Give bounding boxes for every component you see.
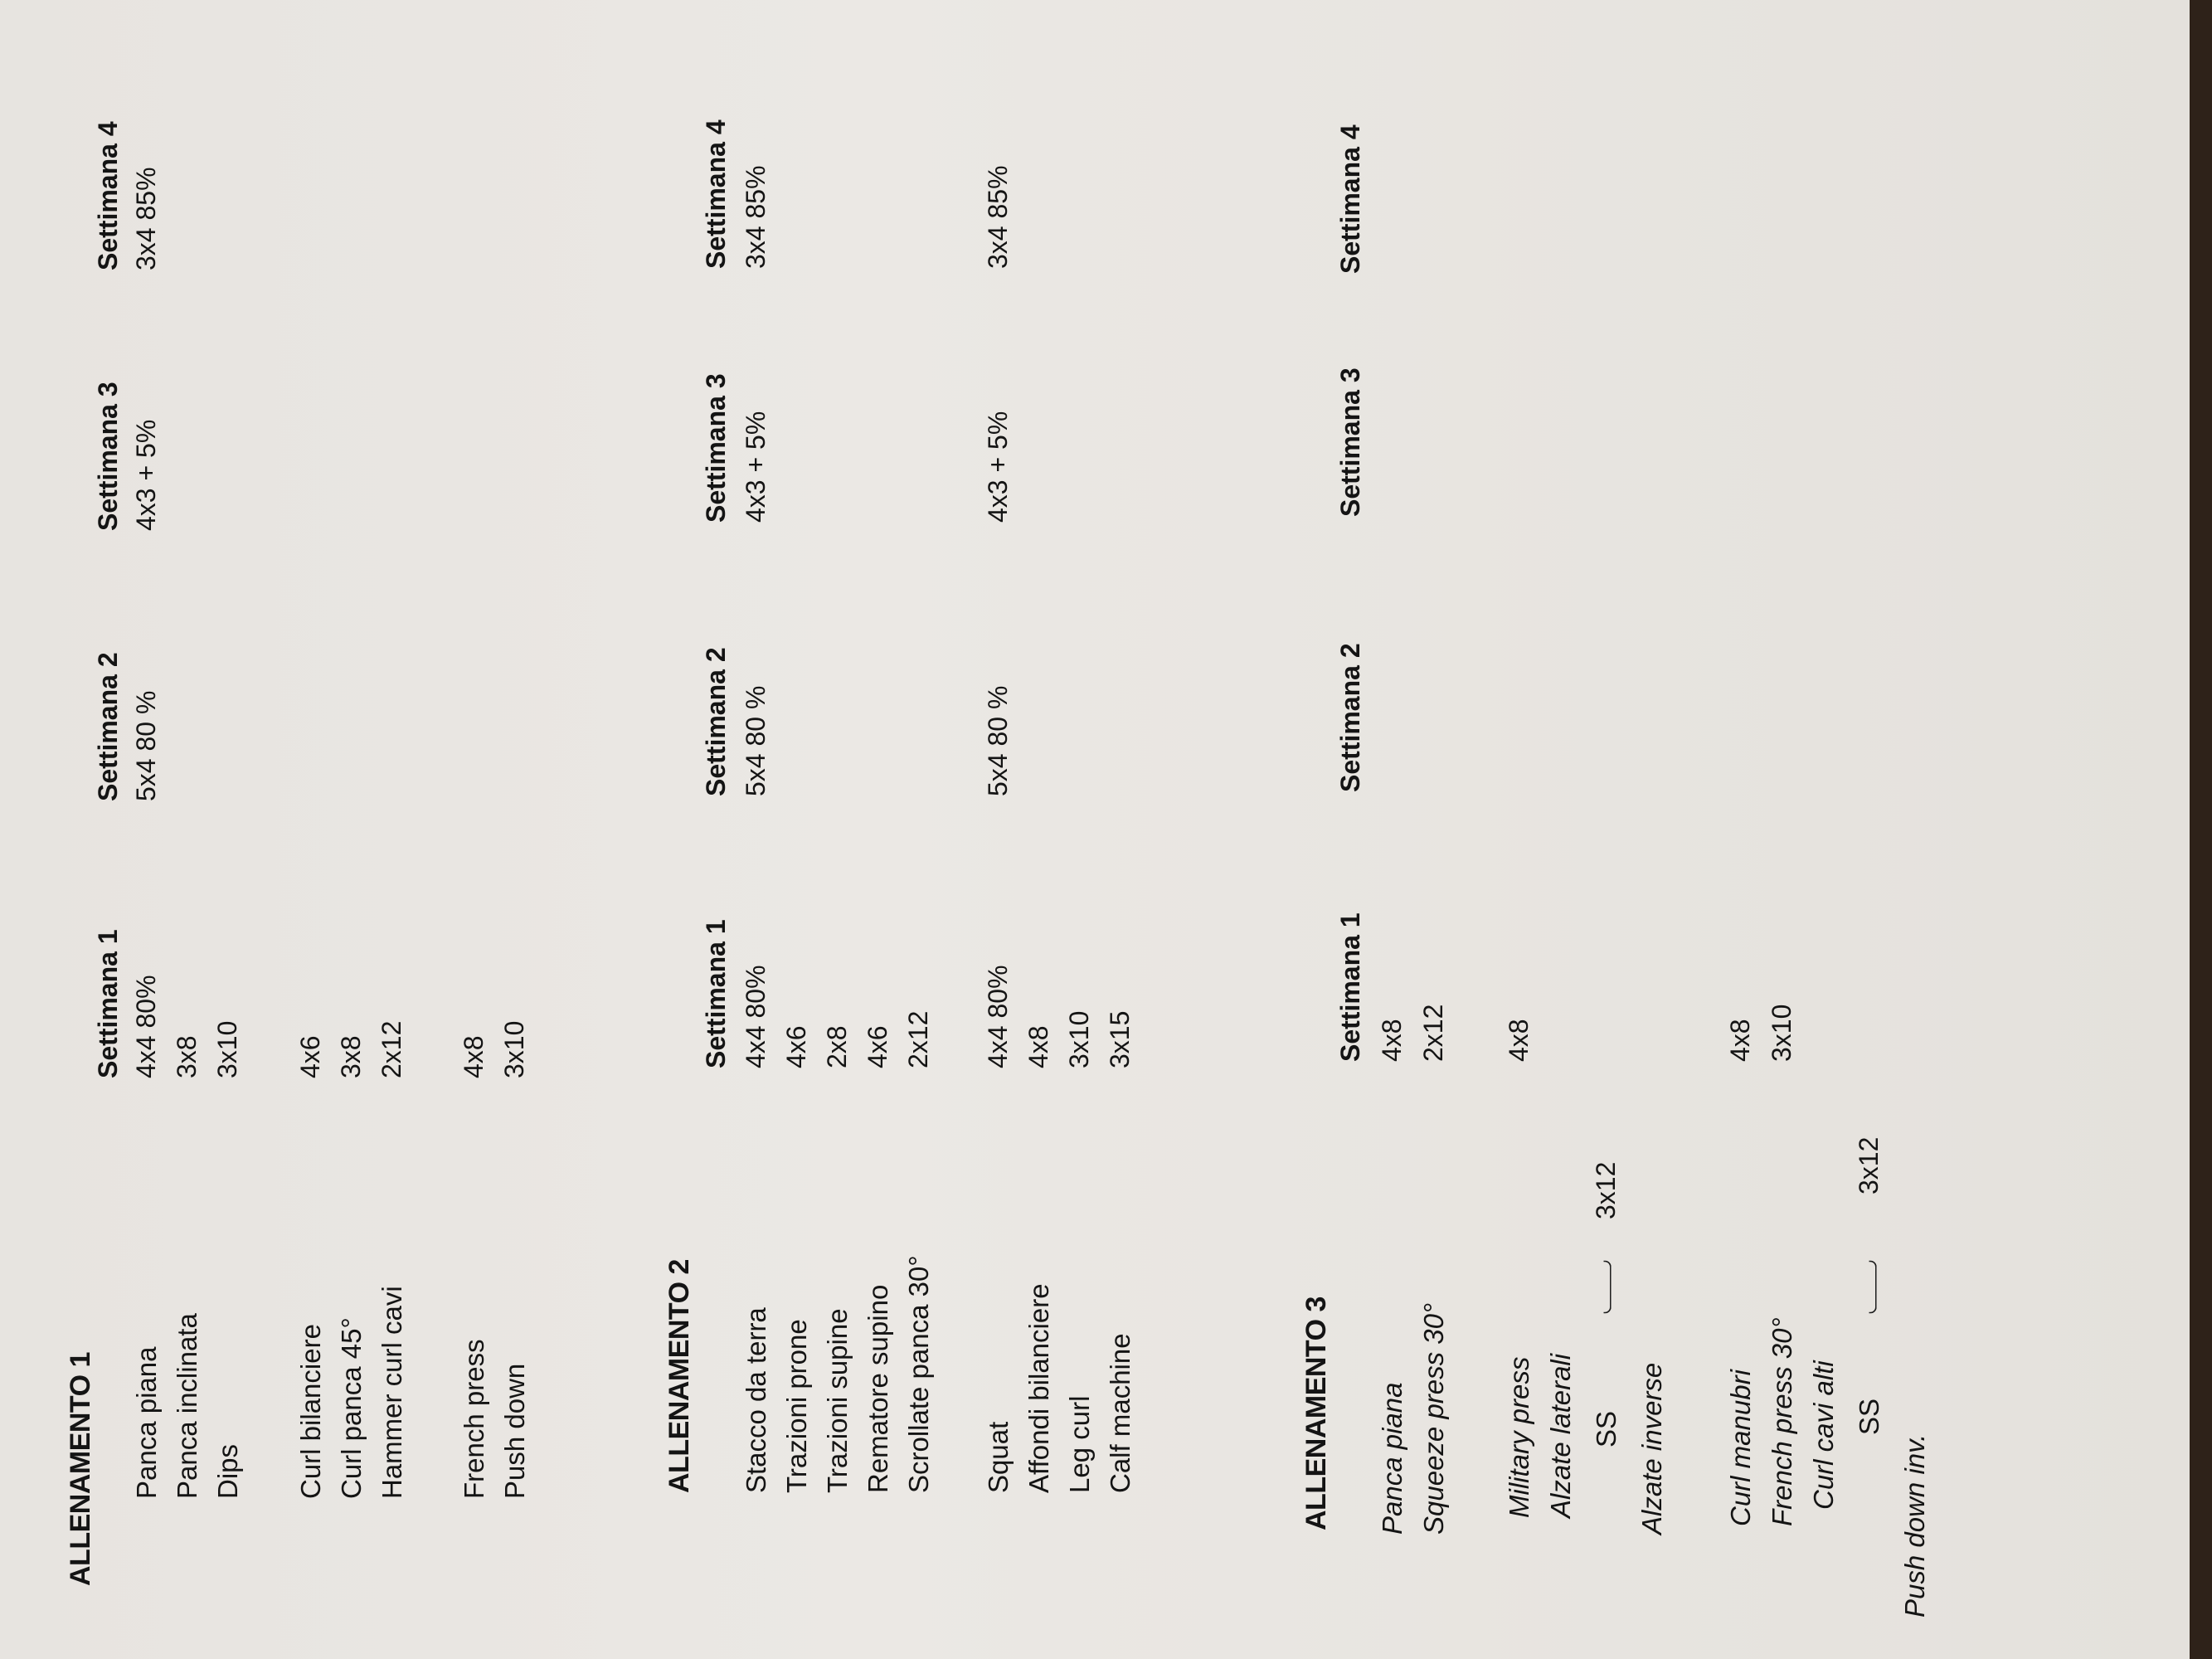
week-header-2: Settimana 2 [1335,643,1365,792]
exercise-name: Rematore supino [863,1284,893,1493]
exercise-w4: 3x4 85% [983,165,1013,269]
exercise-w1: 4x6 [781,1025,811,1068]
superset-brace [1603,1261,1611,1314]
week-header-1: Settimana 1 [701,919,731,1068]
exercise-name: Dips [212,1443,243,1499]
exercise-w4: 3x4 85% [131,167,161,270]
exercise-name: Panca inclinata [172,1313,202,1499]
exercise-name: Leg curl [1064,1395,1095,1493]
exercise-w1: 4x8 [1504,1019,1534,1062]
exercise-name: Curl manubri [1725,1370,1756,1526]
exercise-w1: 3x12 [1591,1161,1621,1219]
exercise-name: Alzate laterali [1545,1353,1576,1518]
exercise-w3: 4x3 + 5% [741,411,771,523]
table-edge [2190,0,2212,1659]
exercise-w1: 4x8 [1023,1025,1053,1068]
exercise-w1: 3x15 [1105,1010,1135,1068]
exercise-w1: 3x10 [499,1020,529,1078]
exercise-w1: 4x8 [1725,1019,1755,1062]
exercise-w1: 4x8 [459,1035,489,1078]
exercise-w1: 3x8 [172,1035,202,1078]
exercise-name: Panca piana [131,1346,162,1499]
exercise-name: Trazioni supine [822,1308,853,1493]
exercise-name: French press 30° [1767,1317,1797,1526]
exercise-w1: 4x4 80% [983,965,1013,1068]
exercise-w1: 2x12 [1418,1004,1448,1062]
exercise-w1: 3x12 [1854,1136,1884,1194]
exercise-name: Push down inv. [1899,1433,1930,1618]
exercise-name: Scrollate panca 30° [903,1255,934,1493]
week-header-2: Settimana 2 [93,652,123,801]
exercise-name: Alzate inverse [1636,1362,1667,1535]
superset-label: SS [1854,1398,1884,1435]
exercise-name: Affondi bilanciere [1023,1283,1054,1493]
exercise-w4: 3x4 85% [741,165,771,269]
exercise-name: French press [459,1339,489,1499]
week-header-1: Settimana 1 [93,929,123,1078]
exercise-w1: 2x8 [822,1025,852,1068]
exercise-w2: 5x4 80 % [131,690,161,801]
exercise-w1: 3x10 [1767,1004,1796,1062]
week-header-4: Settimana 4 [1335,124,1365,274]
exercise-w3: 4x3 + 5% [983,411,1013,523]
week-header-4: Settimana 4 [93,121,123,270]
exercise-w1: 4x6 [295,1035,325,1078]
section-title: ALLENAMENTO 1 [65,1352,96,1586]
superset-brace [1869,1261,1876,1314]
section-title: ALLENAMENTO 2 [664,1259,695,1493]
exercise-w1: 2x12 [377,1020,406,1078]
exercise-w2: 5x4 80 % [983,685,1013,796]
exercise-w1: 3x8 [336,1035,366,1078]
exercise-name: Trazioni prone [781,1319,812,1493]
exercise-name: Squeeze press 30° [1418,1302,1449,1535]
week-header-4: Settimana 4 [701,119,731,269]
exercise-w1: 2x12 [903,1010,933,1068]
exercise-w3: 4x3 + 5% [131,419,161,531]
exercise-name: Squat [983,1421,1014,1493]
exercise-w1: 4x4 80% [131,975,161,1078]
exercise-w1: 4x8 [1377,1019,1407,1062]
exercise-name: Calf machine [1105,1333,1135,1493]
exercise-name: Curl cavi alti [1808,1360,1839,1510]
exercise-name: Push down [499,1363,530,1499]
exercise-name: Curl panca 45° [336,1317,367,1499]
section-title: ALLENAMENTO 3 [1300,1297,1332,1530]
exercise-w1: 3x10 [1064,1010,1094,1068]
exercise-w1: 4x6 [863,1025,892,1068]
week-header-3: Settimana 3 [1335,367,1365,517]
exercise-name: Curl bilanciere [295,1324,326,1499]
exercise-name: Panca piana [1377,1382,1407,1535]
exercise-name: Hammer curl cavi [377,1286,407,1499]
exercise-name: Military press [1504,1356,1534,1518]
exercise-w1: 4x4 80% [741,965,771,1068]
week-header-1: Settimana 1 [1335,912,1365,1062]
superset-label: SS [1591,1410,1621,1447]
week-header-3: Settimana 3 [93,382,123,531]
exercise-w1: 3x10 [212,1020,242,1078]
week-header-2: Settimana 2 [701,647,731,796]
exercise-name: Stacco da terra [741,1307,771,1493]
week-header-3: Settimana 3 [701,373,731,523]
exercise-w2: 5x4 80 % [741,685,771,796]
